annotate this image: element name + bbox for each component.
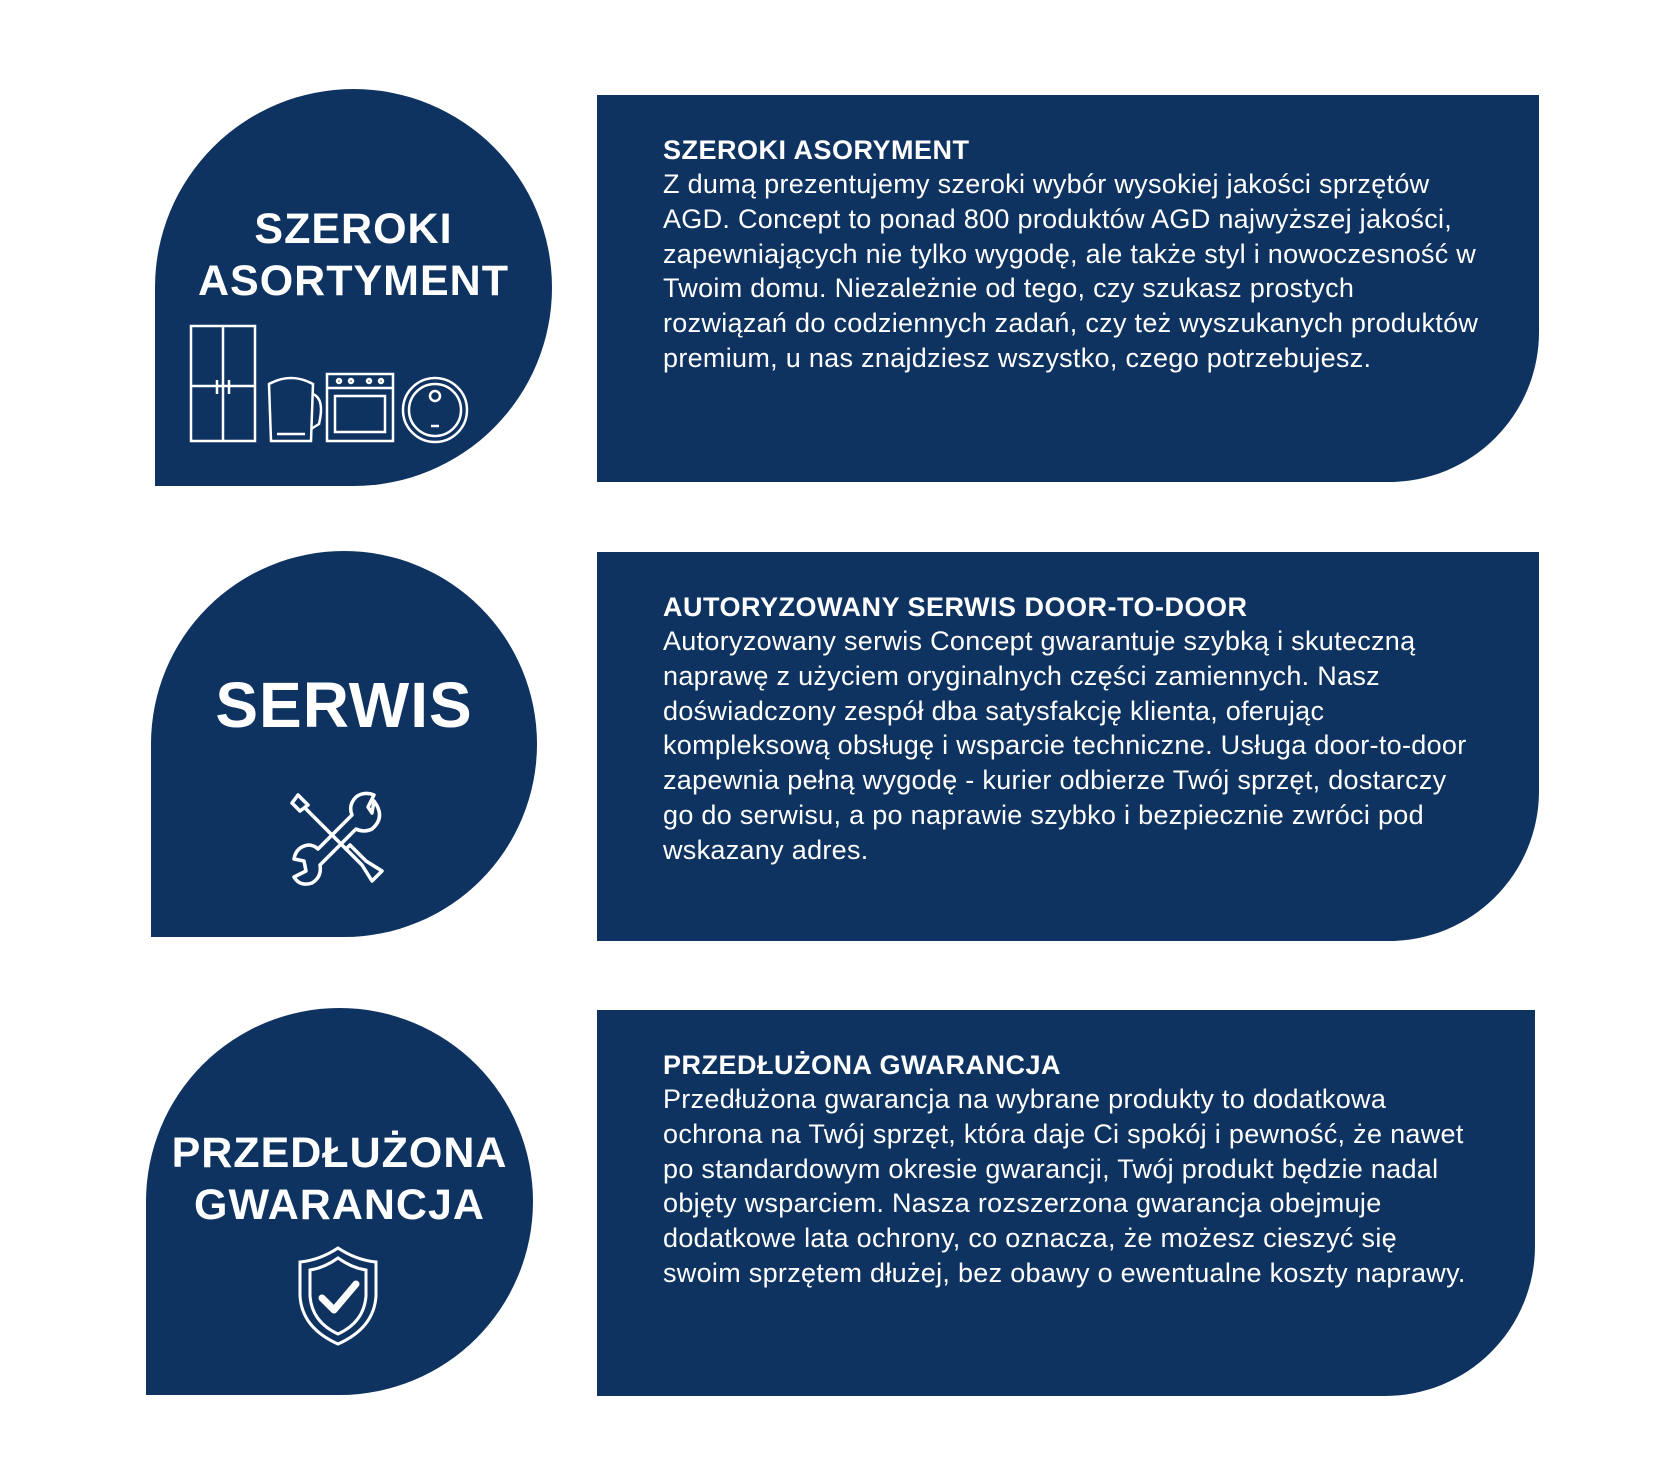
shield-check-icon [298, 1246, 378, 1346]
card-serwis [597, 552, 1539, 941]
badge-przedluzona-gwarancja [146, 1008, 533, 1395]
badge-title-line: SERWIS [215, 669, 473, 741]
appliances-icons [189, 324, 469, 444]
badge-title-line: PRZEDŁUŻONA [171, 1129, 508, 1177]
card-heading: SZEROKI ASORYMENT [663, 135, 970, 165]
badge-title-line: ASORTYMENT [198, 256, 509, 305]
card-przedluzona-gwarancja [597, 1010, 1535, 1396]
card-body: Przedłużona gwarancja na wybrane produkty to dodatkowa ochrona na Twój sprzęt, która daje Ci spokój i pewność, że nawet po standardowym okresie gwarancji, Twój produkt będzie nadal objęty wsparciem. Nasza rozszerzona gwarancja obejmuje dodatkowe lata ochrony, co oznacza, że możesz cieszyć się swoim sprzętem dłużej, bez obawy o ewentualne koszty naprawy. [663, 1084, 1466, 1288]
oven-icon [327, 374, 393, 441]
fridge-icon [191, 326, 255, 441]
card-szeroki-asortyment [597, 95, 1539, 482]
badge-title-line: SZEROKI [254, 205, 453, 253]
robot-vacuum-icon [403, 378, 467, 442]
tools-icon [290, 791, 386, 887]
card-heading: PRZEDŁUŻONA GWARANCJA [663, 1050, 1061, 1080]
badge-title-line: GWARANCJA [194, 1180, 485, 1229]
card-heading: AUTORYZOWANY SERWIS DOOR-TO-DOOR [663, 592, 1248, 622]
badge-szeroki-asortyment [155, 89, 552, 486]
badge-title [155, 204, 552, 307]
kettle-icon [269, 378, 321, 441]
badge-serwis [151, 551, 537, 937]
badge-title [146, 1128, 533, 1231]
card-body: Autoryzowany serwis Concept gwarantuje szybką i skuteczną naprawę z użyciem oryginalnych części zamiennych. Nasz doświadczony zespół dba satysfakcję klienta, oferując kompleksową obsługę i wsparcie techniczne. Usługa door-to-door zapewnia pełną wygodę - kurier odbierze Twój sprzęt, dostarczy go do serwisu, a po naprawie szybko i bezpiecznie zwróci pod wskazany adres. [663, 626, 1467, 865]
card-body: Z dumą prezentujemy szeroki wybór wysokiej jakości sprzętów AGD. Concept to ponad 800 produktów AGD najwyższej jakości, zapewniających nie tylko wygodę, ale także styl i nowoczesność w Twoim domu. Niezależnie od tego, czy szukasz prostych rozwiązań do codziennych zadań, czy też wyszukanych produktów premium, u nas znajdziesz wszystko, czego potrzebujesz. [663, 169, 1479, 373]
badge-title [151, 667, 537, 744]
